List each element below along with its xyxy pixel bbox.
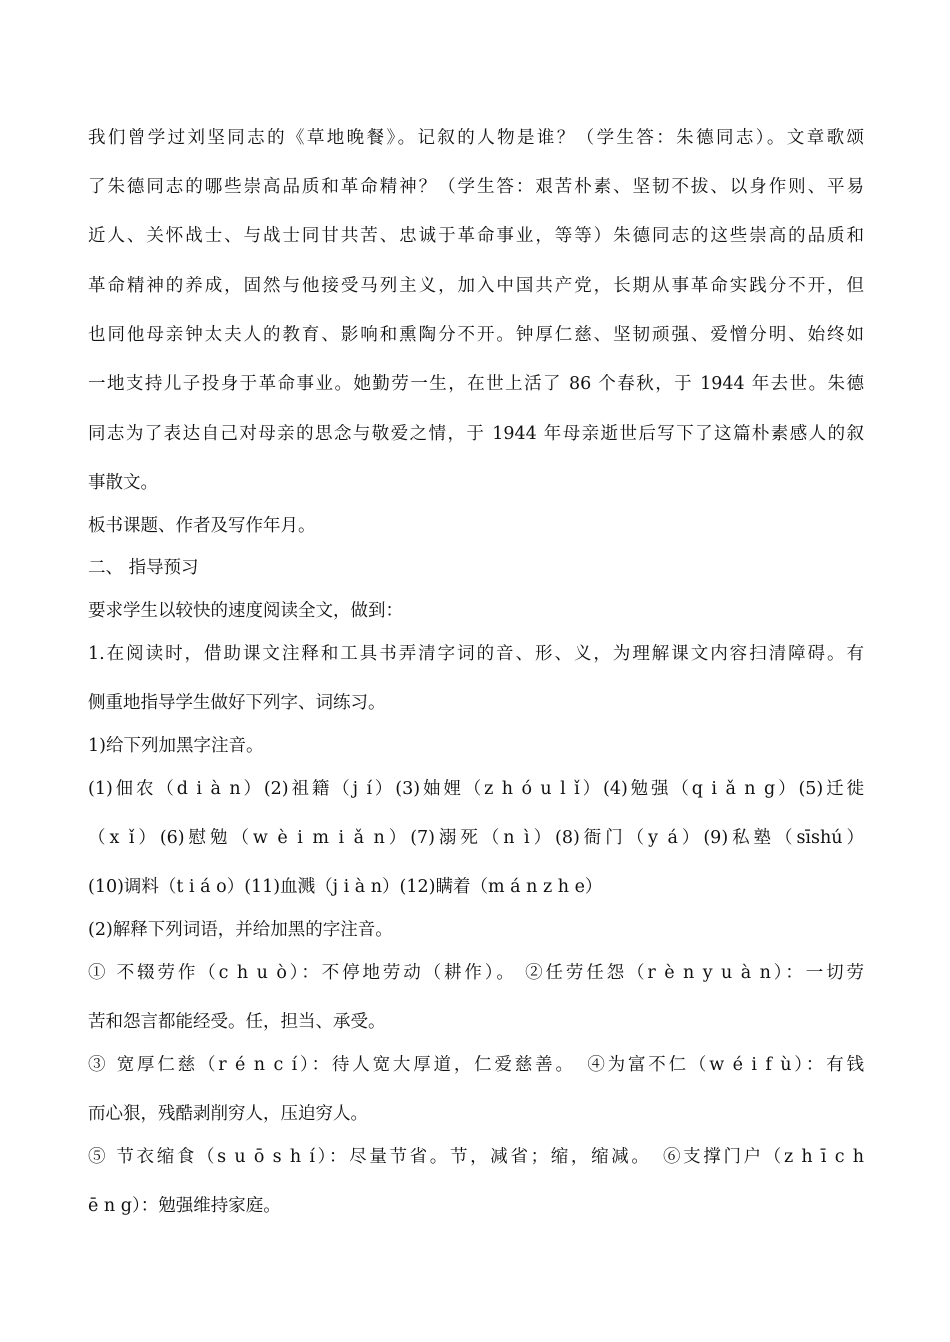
intro-line-7: 同志为了表达自己对母亲的思念与敬爱之情，于 1944 年母亲逝世后写下了这篇朴素感人的叙: [88, 424, 864, 444]
section-heading: 二、 指导预习: [88, 558, 199, 578]
blackboard-note: 板书课题、作者及写作年月。: [88, 516, 316, 536]
definition-line-5: ⑤ 节衣缩食（s u ō s h í）：尽量节省。节，减省；缩，缩减。 ⑥支撑门户（z h ī c h: [88, 1147, 864, 1167]
task-line-2: 侧重地指导学生做好下列字、词练习。: [88, 693, 386, 713]
pinyin-line-1: (1)佃农（d i à n）(2)祖籍（j í）(3)妯娌（z h ó u l ǐ）(4)勉强（q i ǎ n g）(5)迁徙: [88, 779, 864, 799]
exercise-1-heading: 1)给下列加黑字注音。: [88, 736, 264, 756]
intro-line-8: 事散文。: [88, 473, 158, 493]
exercise-2-heading: (2)解释下列词语，并给加黑的字注音。: [88, 920, 393, 940]
definition-line-1: ① 不辍劳作（c h u ò）：不停地劳动（耕作）。 ②任劳任怨（r è n y u à n）：一切劳: [88, 963, 864, 983]
intro-line-2: 了朱德同志的哪些崇高品质和革命精神？（学生答：艰苦朴素、坚韧不拔、以身作则、平易: [88, 177, 864, 197]
pinyin-line-2: （x ǐ）(6)慰勉（w è i m i ǎ n）(7)溺死（n ì）(8)衙门（y á）(9)私塾（sīshú）: [88, 828, 864, 848]
definition-line-3: ③ 宽厚仁慈（r é n c í）：待人宽大厚道，仁爱慈善。 ④为富不仁（w é i f ù）：有钱: [88, 1055, 864, 1075]
requirement-line: 要求学生以较快的速度阅读全文，做到：: [88, 601, 403, 621]
definition-line-2: 苦和怨言都能经受。任，担当、承受。: [88, 1012, 386, 1032]
intro-line-1: 我们曾学过刘坚同志的《草地晚餐》。记叙的人物是谁？（学生答：朱德同志）。文章歌颂: [88, 128, 864, 148]
intro-line-5: 也同他母亲钟太夫人的教育、影响和熏陶分不开。钟厚仁慈、坚韧顽强、爱憎分明、始终如: [88, 325, 864, 345]
intro-line-3: 近人、关怀战士、与战士同甘共苦、忠诚于革命事业，等等）朱德同志的这些崇高的品质和: [88, 226, 864, 246]
definition-line-4: 而心狠，残酷剥削穷人，压迫穷人。: [88, 1104, 368, 1124]
definition-line-6: ē n g）：勉强维持家庭。: [88, 1196, 281, 1216]
intro-line-6: 一地支持儿子投身于革命事业。她勤劳一生，在世上活了 86 个春秋，于 1944 年去世。朱德: [88, 374, 864, 394]
intro-line-4: 革命精神的养成，固然与他接受马列主义，加入中国共产党，长期从事革命实践分不开，但: [88, 276, 864, 296]
pinyin-line-3: (10)调料（t i á o）(11)血溅（j i à n）(12)瞒着（m á n z h e）: [88, 877, 603, 897]
task-line-1: 1.在阅读时，借助课文注释和工具书弄清字词的音、形、义，为理解课文内容扫清障碍。有: [88, 644, 864, 664]
